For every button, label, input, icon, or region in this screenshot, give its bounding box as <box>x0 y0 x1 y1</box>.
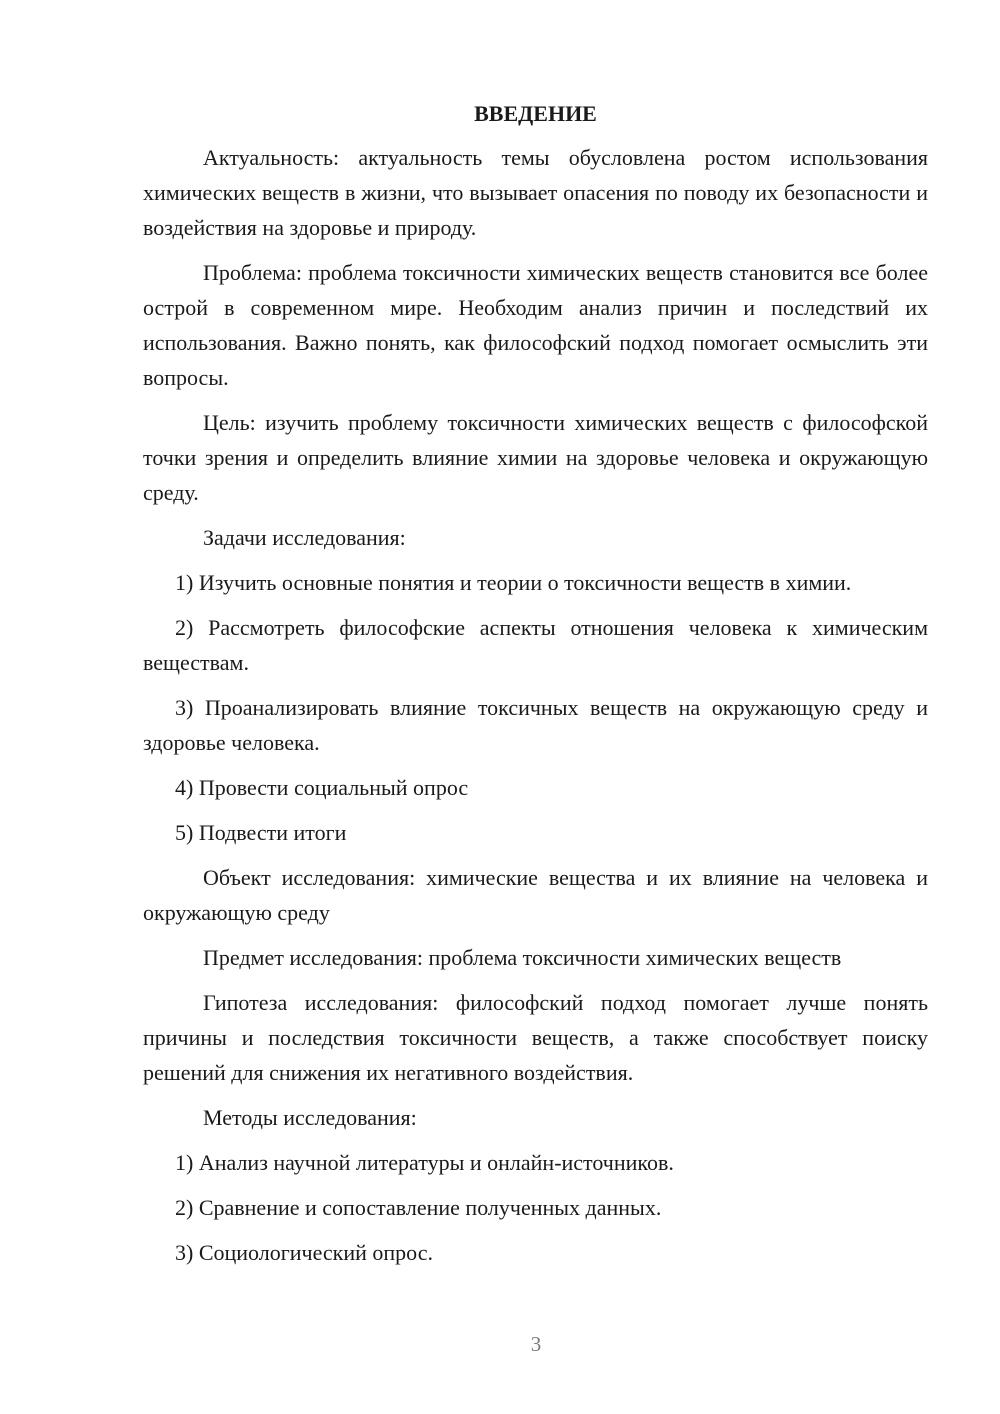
document-body <box>143 96 928 1280</box>
goal-paragraph: Цель: изучить проблему токсичности химических веществ с философской точки зрения и определить влияние химии на здоровье человека и окружающую среду. <box>143 410 928 505</box>
method-item: 3) Социологический опрос. <box>175 1240 433 1265</box>
method-item: 1) Анализ научной литературы и онлайн-источников. <box>175 1150 674 1175</box>
task-item: 1) Изучить основные понятия и теории о токсичности веществ в химии. <box>175 570 852 595</box>
task-item: 2) Рассмотреть философские аспекты отношения человека к химическим веществам. <box>143 615 928 675</box>
actuality-paragraph: Актуальность: актуальность темы обусловлена ростом использования химических веществ в жизни, что вызывает опасения по поводу их безопасности и воздействия на здоровье и природу. <box>143 145 928 240</box>
page-title: ВВЕДЕНИЕ <box>474 101 597 126</box>
task-item: 4) Провести социальный опрос <box>175 775 469 800</box>
methods-heading: Методы исследования: <box>203 1105 417 1130</box>
tasks-heading: Задачи исследования: <box>203 525 406 550</box>
hypothesis-paragraph: Гипотеза исследования: философский подход помогает лучше понять причины и последствия токсичности веществ, а также способствует поиску решений для снижения их негативного воздействия. <box>143 990 928 1085</box>
task-item: 3) Проанализировать влияние токсичных веществ на окружающую среду и здоровье человека. <box>143 695 928 755</box>
object-paragraph: Объект исследования: химические вещества и их влияние на человека и окружающую среду <box>143 865 928 925</box>
task-item: 5) Подвести итоги <box>175 820 347 845</box>
subject-paragraph: Предмет исследования: проблема токсичности химических веществ <box>203 945 842 970</box>
page-number: 3 <box>530 1332 542 1356</box>
problem-paragraph: Проблема: проблема токсичности химических веществ становится все более острой в современном мире. Необходим анализ причин и последствий их использования. Важно понять, как философский подход помогает осмыслить эти вопросы. <box>143 260 928 390</box>
method-item: 2) Сравнение и сопоставление полученных данных. <box>175 1195 662 1220</box>
